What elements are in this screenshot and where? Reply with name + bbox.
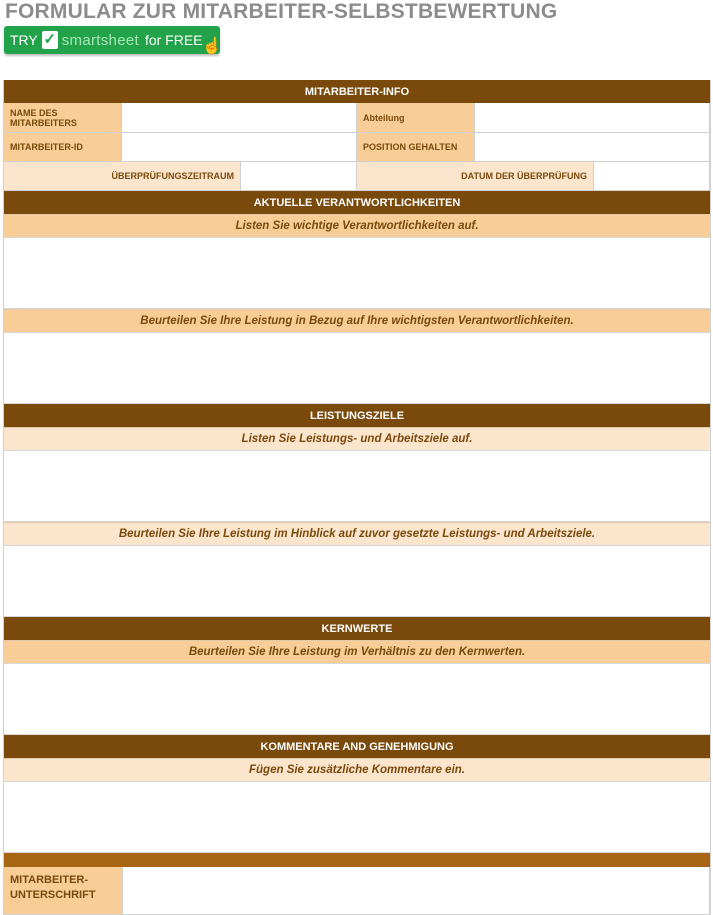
review-period-field[interactable] — [240, 162, 357, 190]
position-field[interactable] — [474, 133, 710, 161]
banner-brand-text: smartsheet — [61, 31, 139, 49]
info-row-period — [4, 162, 710, 191]
employee-name-label: NAME DES MITARBEITERS — [4, 103, 121, 132]
checkmark-icon: ✓ — [43, 31, 57, 48]
employee-id-label: MITARBEITER-ID — [4, 133, 121, 161]
signature-label: MITARBEITER-UNTERSCHRIFT — [4, 867, 122, 914]
position-label: POSITION GEHALTEN — [357, 133, 474, 161]
try-smartsheet-banner[interactable] — [4, 26, 220, 54]
section-header-info: MITARBEITER-INFO — [4, 80, 710, 103]
comments-prompt: Fügen Sie zusätzliche Kommentare ein. — [4, 758, 710, 781]
page-title: FORMULAR ZUR MITARBEITER-SELBSTBEWERTUNG — [5, 0, 558, 23]
review-date-label: DATUM DER ÜBERPRÜFUNG — [357, 162, 593, 190]
responsibilities-list-field[interactable] — [4, 237, 710, 309]
banner-free-text: for FREE — [144, 32, 203, 48]
department-field[interactable] — [474, 103, 710, 132]
banner-try-text: TRY — [10, 32, 38, 48]
info-row-name — [4, 103, 710, 133]
pointer-hand-icon: ☝ — [202, 38, 222, 55]
values-rating-field[interactable] — [4, 663, 710, 735]
info-row-id — [4, 133, 710, 162]
goals-prompt-rate: Beurteilen Sie Ihre Leistung im Hinblick auf zuvor gesetzte Leistungs- und Arbeitsziele. — [4, 522, 710, 545]
department-label: Abteilung — [357, 103, 474, 132]
section-header-values: KERNWERTE — [4, 617, 710, 640]
review-period-label: ÜBERPRÜFUNGSZEITRAUM — [4, 162, 240, 190]
section-divider-bar — [4, 853, 710, 867]
signature-field[interactable] — [122, 867, 710, 914]
employee-name-field[interactable] — [121, 103, 357, 132]
responsibilities-rating-field[interactable] — [4, 332, 710, 404]
responsibilities-prompt-rate: Beurteilen Sie Ihre Leistung in Bezug auf Ihre wichtigsten Verantwortlichkeiten. — [4, 309, 710, 332]
goals-list-field[interactable] — [4, 450, 710, 522]
review-date-field[interactable] — [593, 162, 710, 190]
comments-field[interactable] — [4, 781, 710, 853]
responsibilities-prompt-list: Listen Sie wichtige Verantwortlichkeiten auf. — [4, 214, 710, 237]
self-evaluation-form — [3, 80, 711, 915]
goals-prompt-list: Listen Sie Leistungs- und Arbeitsziele auf. — [4, 427, 710, 450]
values-prompt: Beurteilen Sie Ihre Leistung im Verhältnis zu den Kernwerten. — [4, 640, 710, 663]
section-header-comments: KOMMENTARE AND GENEHMIGUNG — [4, 735, 710, 758]
section-header-responsibilities: AKTUELLE VERANTWORTLICHKEITEN — [4, 191, 710, 214]
signature-row — [4, 867, 710, 915]
employee-id-field[interactable] — [121, 133, 357, 161]
goals-rating-field[interactable] — [4, 545, 710, 617]
section-header-goals: LEISTUNGSZIELE — [4, 404, 710, 427]
